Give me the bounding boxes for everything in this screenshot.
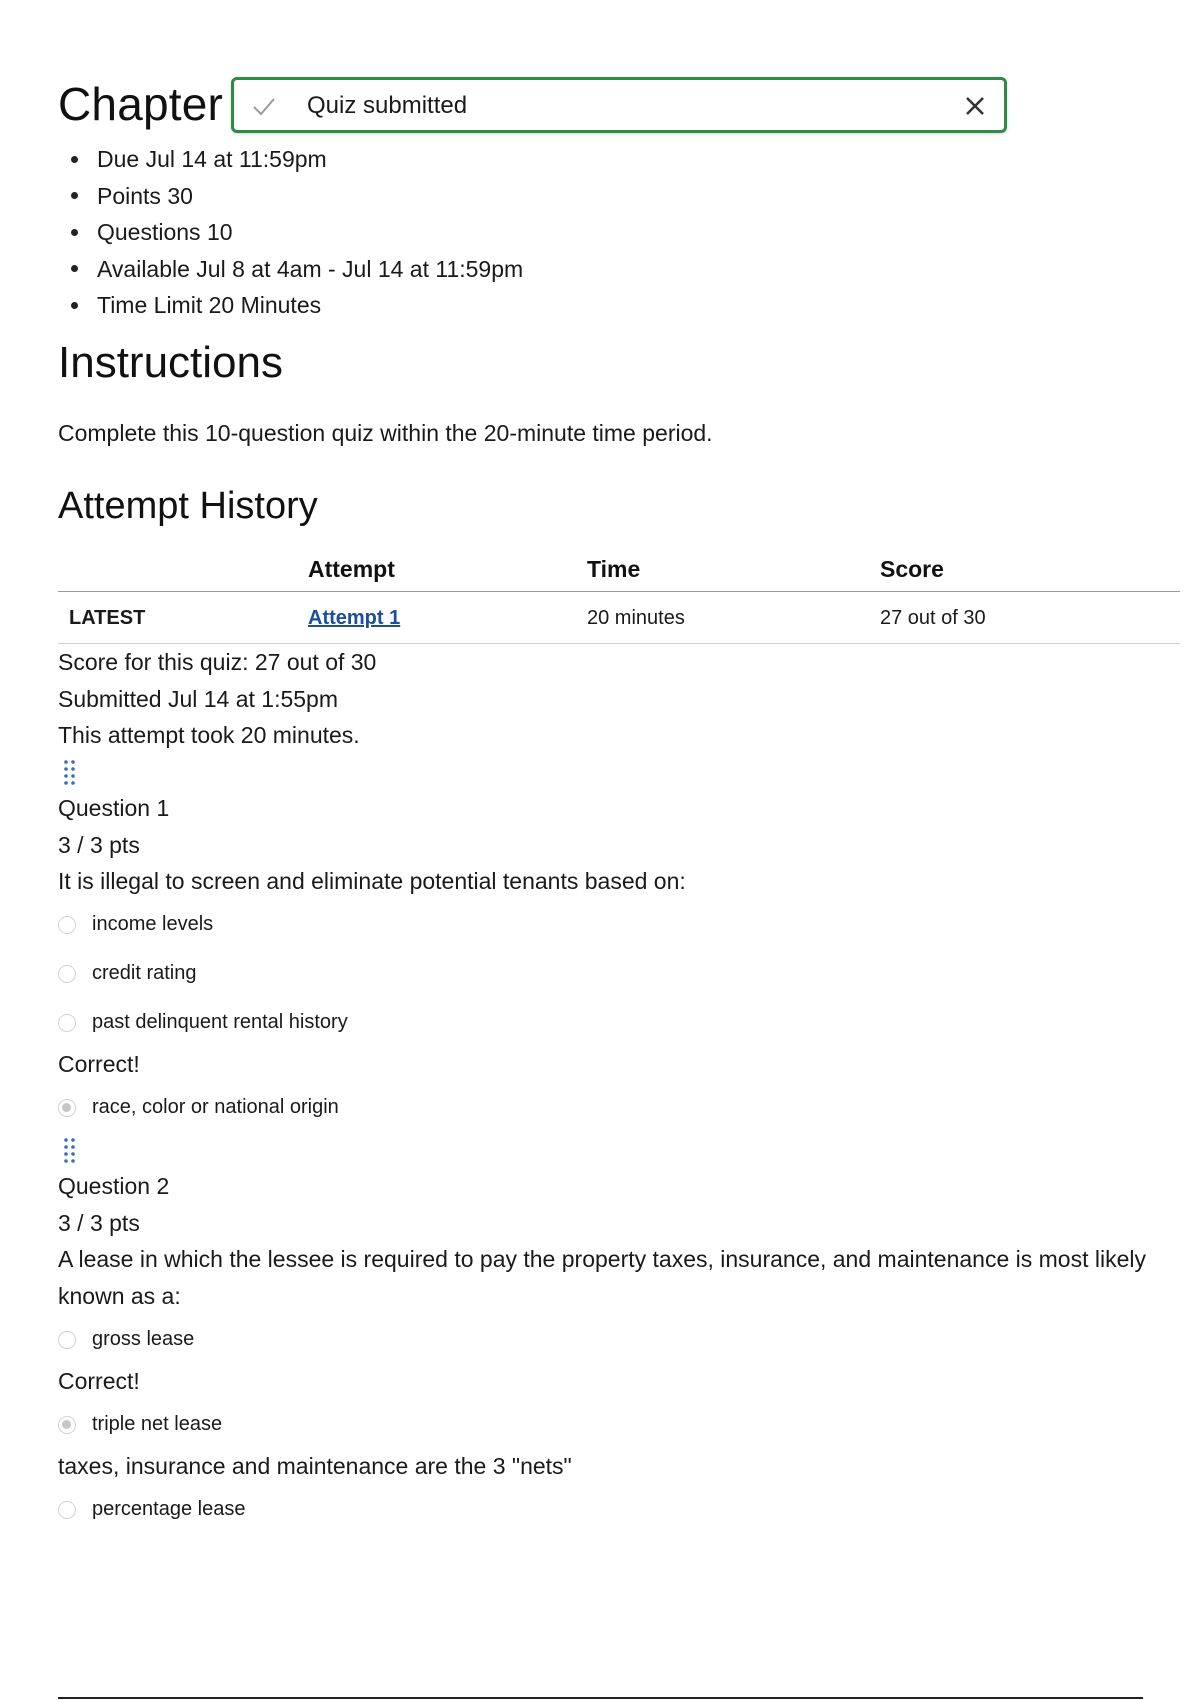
bullet-icon <box>71 192 78 199</box>
drag-handle-icon[interactable] <box>63 759 77 785</box>
answer-option[interactable] <box>58 1498 245 1521</box>
correct-label: Correct! <box>58 1051 140 1077</box>
question-1 <box>58 790 686 900</box>
column-header-time: Time <box>587 556 641 582</box>
column-header-attempt: Attempt <box>308 556 395 582</box>
answer-label: race, color or national origin <box>92 1096 339 1118</box>
check-icon <box>250 92 278 120</box>
question-title: Question 2 <box>58 1173 170 1199</box>
latest-tag: LATEST <box>69 607 146 629</box>
attempt-history-heading: Attempt History <box>58 485 318 527</box>
answer-label: triple net lease <box>92 1413 223 1435</box>
attempt-score: 27 out of 30 <box>880 607 986 629</box>
submitted-text: Submitted Jul 14 at 1:55pm <box>58 685 338 712</box>
radio-button[interactable] <box>58 1501 76 1519</box>
radio-button-selected[interactable] <box>58 1099 76 1117</box>
quiz-details-list <box>66 141 523 324</box>
detail-available: Available Jul 8 at 4am - Jul 14 at 11:59pm <box>66 251 523 288</box>
answer-option[interactable] <box>58 1328 194 1351</box>
question-2 <box>58 1168 1158 1314</box>
table-header-row <box>58 550 1180 592</box>
duration-text: This attempt took 20 minutes. <box>58 722 360 748</box>
question-title: Question 1 <box>58 795 170 821</box>
answer-label: percentage lease <box>92 1498 246 1520</box>
instructions-text: Complete this 10-question quiz within the 20-minute time period. <box>58 420 713 446</box>
answer-label: gross lease <box>92 1328 195 1350</box>
question-text: It is illegal to screen and eliminate potential tenants based on: <box>58 868 686 894</box>
answer-label: credit rating <box>92 962 197 984</box>
bullet-icon <box>71 229 78 236</box>
table-row <box>58 592 1180 644</box>
quiz-submitted-toast <box>231 77 1007 133</box>
detail-time-limit: Time Limit 20 Minutes <box>66 287 523 324</box>
column-header-score: Score <box>880 556 944 582</box>
answer-option[interactable] <box>58 1011 348 1034</box>
attempt-summary <box>58 644 376 754</box>
bullet-icon <box>71 265 78 272</box>
title-row <box>58 76 223 132</box>
correct-answer-option[interactable] <box>58 1413 222 1436</box>
question-text: A lease in which the lessee is required to pay the property taxes, insurance, and maintenance is most likely known as a: <box>58 1246 1146 1309</box>
radio-button[interactable] <box>58 1014 76 1032</box>
correct-answer-option[interactable] <box>58 1096 339 1119</box>
answer-label: income levels <box>92 913 214 935</box>
radio-button[interactable] <box>58 916 76 934</box>
radio-button[interactable] <box>58 1331 76 1349</box>
instructions-heading: Instructions <box>58 338 283 387</box>
detail-due: Due Jul 14 at 11:59pm <box>66 141 523 178</box>
answer-comment: taxes, insurance and maintenance are the 3 "nets" <box>58 1453 572 1479</box>
question-points: 3 / 3 pts <box>58 1209 140 1236</box>
answer-label: past delinquent rental history <box>92 1011 348 1033</box>
question-points: 3 / 3 pts <box>58 831 140 858</box>
radio-button[interactable] <box>58 965 76 983</box>
quiz-score-text: Score for this quiz: 27 out of 30 <box>58 649 377 675</box>
drag-handle-icon[interactable] <box>63 1137 77 1163</box>
correct-label: Correct! <box>58 1368 140 1394</box>
page-bottom-divider <box>58 1697 1143 1699</box>
close-icon[interactable] <box>960 91 990 121</box>
attempt-time: 20 minutes <box>587 607 685 629</box>
bullet-icon <box>71 156 78 163</box>
answer-option[interactable] <box>58 962 197 985</box>
attempt-history-table <box>58 550 1180 644</box>
attempt-link[interactable]: Attempt 1 <box>308 607 401 629</box>
detail-questions: Questions 10 <box>66 214 523 251</box>
toast-message: Quiz submitted <box>307 92 468 119</box>
detail-points: Points 30 <box>66 178 523 215</box>
bullet-icon <box>71 302 78 309</box>
page-title: Chapter <box>58 78 224 130</box>
radio-button-selected[interactable] <box>58 1416 76 1434</box>
answer-option[interactable] <box>58 913 213 936</box>
